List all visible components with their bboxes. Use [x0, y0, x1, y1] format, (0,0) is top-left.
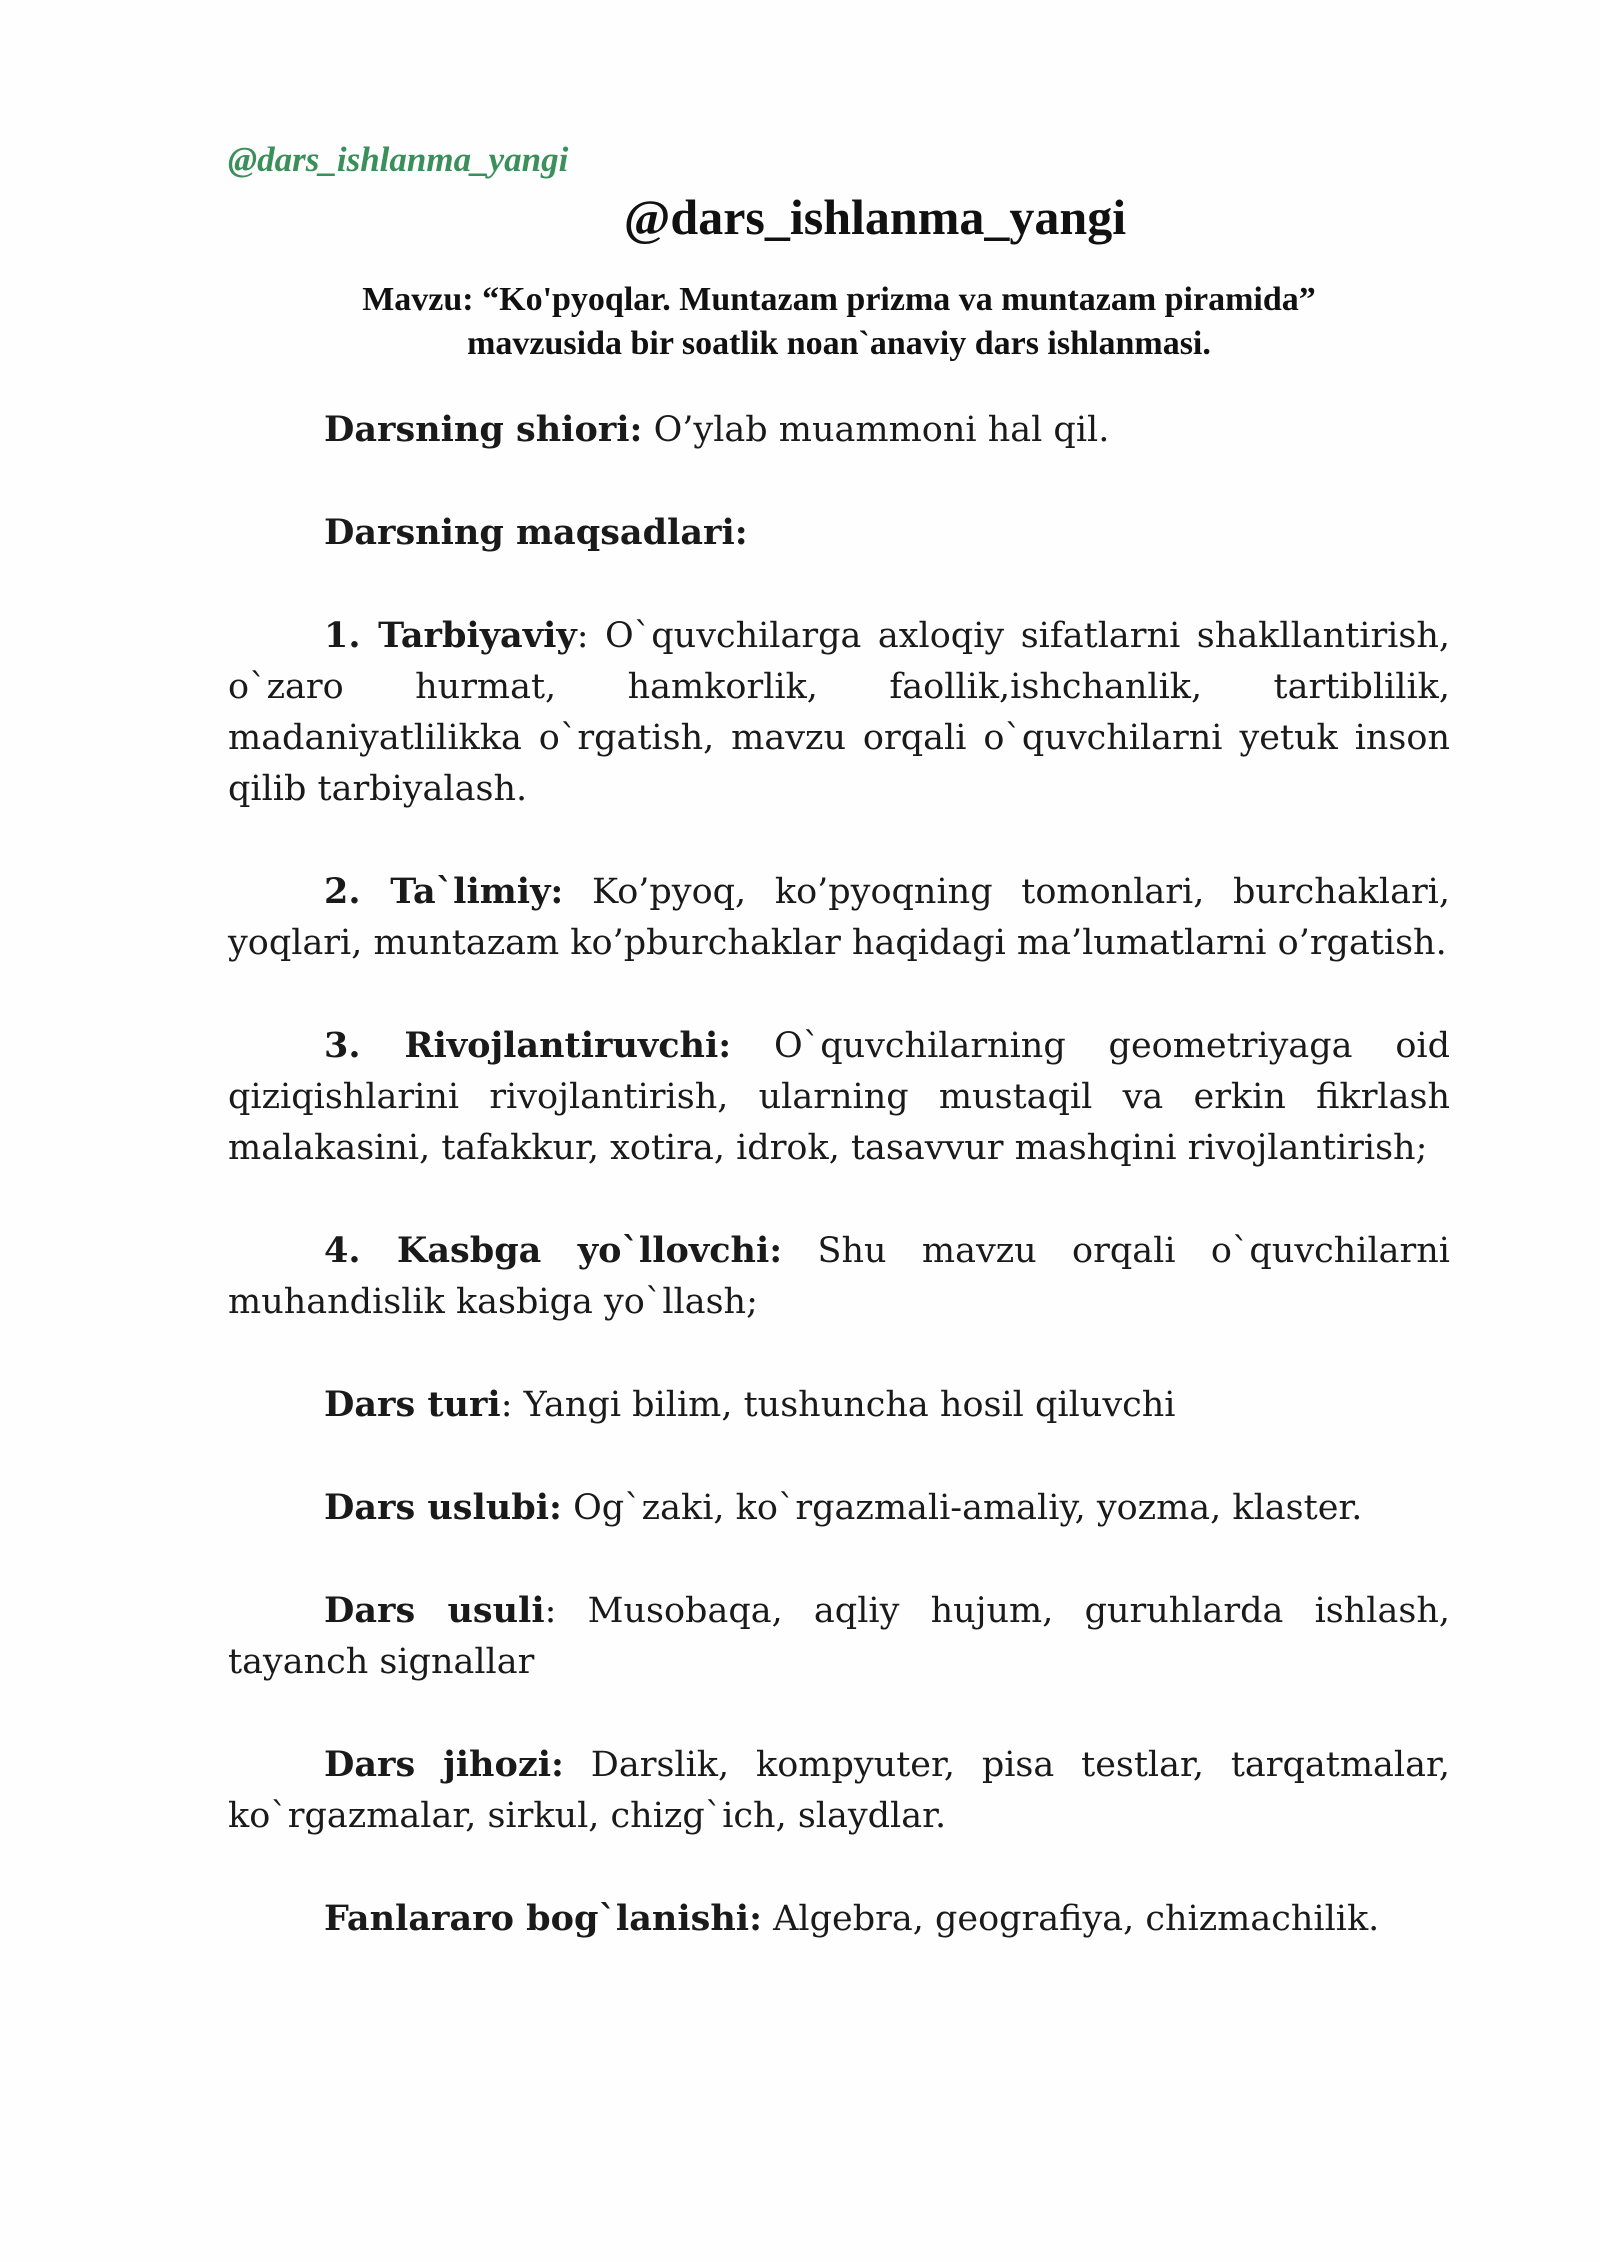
lesson-type-paragraph [228, 1379, 1450, 1431]
interdisciplinary-paragraph [228, 1893, 1450, 1945]
lesson-style-text: Og`zaki, ko`rgazmali-amaliy, yozma, klaster. [561, 1488, 1363, 1528]
goal-educational [228, 610, 1450, 815]
lesson-style-paragraph [228, 1482, 1450, 1534]
goal-text: Shu mavzu orqali o`quvchilarni muhandislik kasbiga yo`llash; [228, 1231, 1450, 1322]
lesson-equipment-label: Dars jihozi: [324, 1744, 564, 1785]
goals-heading [228, 507, 1450, 559]
goal-label: 3. Rivojlantiruvchi: [324, 1025, 732, 1066]
interdisciplinary-text: Algebra, geografiya, chizmachilik. [762, 1899, 1380, 1939]
lesson-type-label: Dars turi [324, 1384, 501, 1425]
topic-line-2: mavzusida bir soatlik noan`anaviy dars ishlanmasi. [467, 325, 1211, 362]
lesson-type-text: : Yangi bilim, tushuncha hosil qiluvchi [500, 1385, 1176, 1425]
goal-developmental [228, 1020, 1450, 1174]
goal-text: : O`quvchilarga axloqiy sifatlarni shakllantirish, o`zaro hurmat, hamkorlik, faollik,ishchanlik, tartiblilik, madaniyatlilikka o`rgatish, mavzu orqali o`quvchilarni yetuk inson qilib tarbiyalash. [228, 616, 1450, 809]
slogan-text: O’ylab muammoni hal qil. [642, 410, 1110, 450]
goal-label: 2. Ta`limiy: [324, 871, 564, 912]
document-body [228, 404, 1450, 1945]
topic-line-1: Mavzu: “Ko'pyoqlar. Muntazam prizma va muntazam piramida” [362, 281, 1316, 318]
topic-heading [228, 278, 1450, 366]
goal-label: 1. Tarbiyaviy [324, 615, 577, 656]
goal-text: O`quvchilarning geometriyaga oid qiziqishlarini rivojlantirish, ularning mustaqil va erkin fikrlash malakasini, tafakkur, xotira, idrok, tasavvur mashqini rivojlantirish; [228, 1026, 1450, 1168]
goal-vocational [228, 1225, 1450, 1328]
interdisciplinary-label: Fanlararo bog`lanishi: [324, 1898, 762, 1939]
document-title: @dars_ishlanma_yangi [623, 189, 1127, 245]
lesson-style-label: Dars uslubi: [324, 1487, 562, 1528]
lesson-method-paragraph [228, 1585, 1450, 1688]
watermark-text: @dars_ishlanma_yangi [228, 140, 569, 179]
goals-heading-label: Darsning maqsadlari: [324, 512, 748, 553]
lesson-method-text: : Musobaqa, aqliy hujum, guruhlarda ishlash, tayanch signallar [228, 1591, 1450, 1682]
lesson-equipment-paragraph [228, 1739, 1450, 1842]
lesson-method-label: Dars usuli [324, 1590, 545, 1631]
goal-label: 4. Kasbga yo`llovchi: [324, 1230, 783, 1271]
slogan-paragraph [228, 404, 1450, 456]
slogan-label: Darsning shiori: [324, 409, 643, 450]
lesson-equipment-text: Darslik, kompyuter, pisa testlar, tarqatmalar, ko`rgazmalar, sirkul, chizg`ich, slaydlar. [228, 1745, 1450, 1836]
goal-text: Ko’pyoq, ko’pyoqning tomonlari, burchaklari, yoqlari, muntazam ko’pburchaklar haqidagi ma’lumatlarni o’rgatish. [228, 872, 1450, 963]
goal-teaching [228, 866, 1450, 969]
